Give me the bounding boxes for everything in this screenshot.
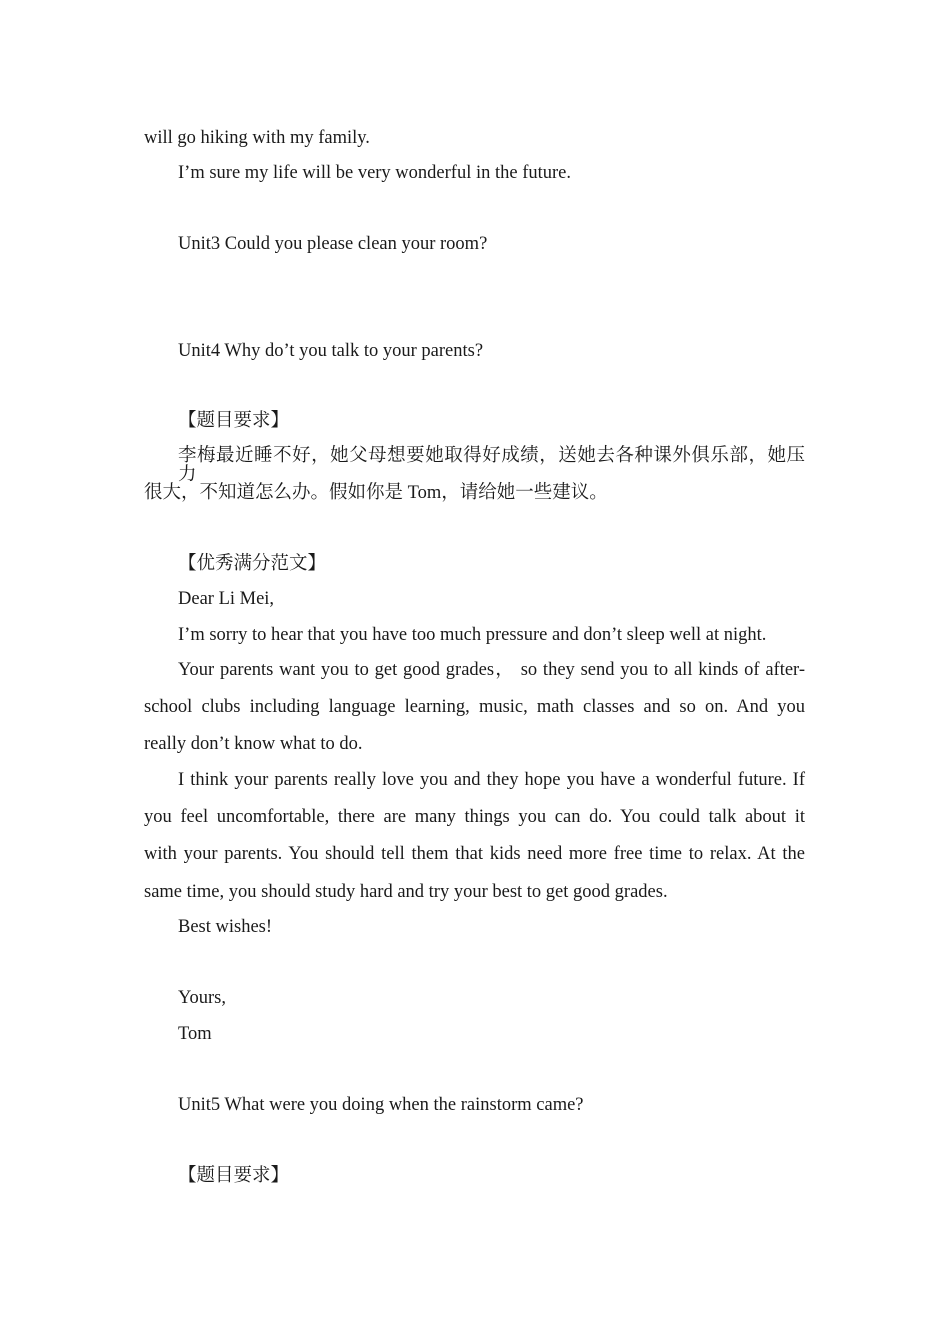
- unit3-heading: Unit3 Could you please clean your room?: [178, 234, 488, 254]
- unit4-heading: Unit4 Why do’t you talk to your parents?: [178, 341, 484, 361]
- model-essay-label: 【优秀满分范文】: [178, 554, 327, 574]
- requirement-label: 【题目要求】: [178, 1166, 290, 1186]
- requirement-text: 李梅最近睡不好，她父母想要她取得好成绩，送她去各种课外俱乐部，她压力: [178, 446, 805, 485]
- essay-line: I think your parents really love you and they hope you have a wonderful future. If: [178, 770, 805, 790]
- essay-line: school clubs including language learning, music, math classes and so on. And you: [144, 697, 805, 717]
- essay-line: you feel uncomfortable, there are many things you can do. You could talk about it: [144, 807, 805, 827]
- letter-signoff: Yours,: [178, 988, 226, 1008]
- unit5-heading: Unit5 What were you doing when the rainstorm came?: [178, 1095, 584, 1115]
- essay-line: Your parents want you to get good grades， so they send you to all kinds of after-: [178, 660, 805, 680]
- text-line: I’m sure my life will be very wonderful in the future.: [178, 163, 572, 183]
- letter-closing: Best wishes!: [178, 917, 273, 937]
- essay-line: with your parents. You should tell them that kids need more free time to relax. At the: [144, 844, 805, 864]
- letter-signature: Tom: [178, 1024, 212, 1044]
- requirement-text: 很大，不知道怎么办。假如你是 Tom，请给她一些建议。: [144, 483, 608, 503]
- essay-line: really don’t know what to do.: [144, 734, 363, 754]
- requirement-label: 【题目要求】: [178, 411, 290, 431]
- essay-line: I’m sorry to hear that you have too much pressure and don’t sleep well at night.: [178, 625, 767, 645]
- essay-line: same time, you should study hard and try your best to get good grades.: [144, 882, 668, 902]
- letter-salutation: Dear Li Mei,: [178, 589, 275, 609]
- text-line: will go hiking with my family.: [144, 128, 370, 148]
